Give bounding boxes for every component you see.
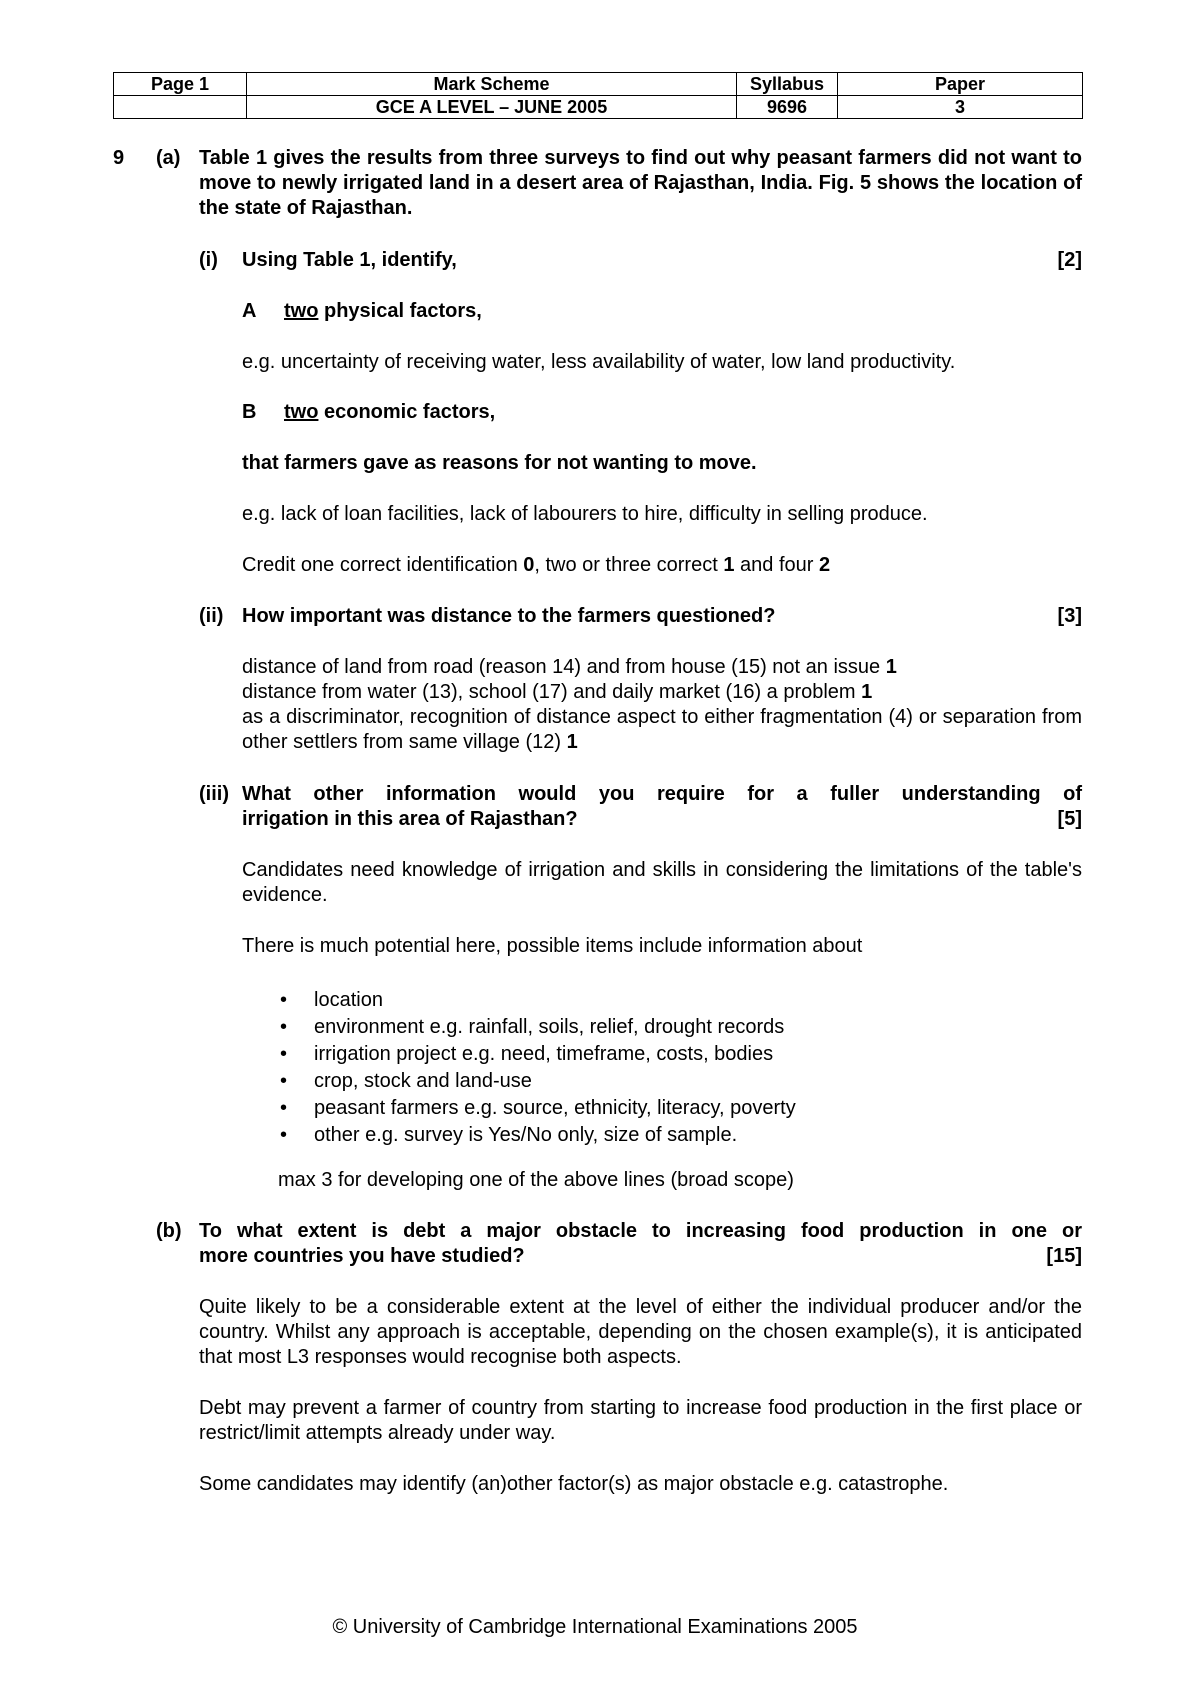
part-a-question: Table 1 gives the results from three surveys to find out why peasant farmers did not want to move to newly irrigated land in a desert area of Rajasthan, India. Fig. 5 shows the location of the state of Rajasthan.	[199, 147, 1082, 219]
list-item: • environment e.g. rainfall, soils, relief, drought records	[242, 1014, 1062, 1041]
list-item: • crop, stock and land-use	[242, 1068, 1062, 1095]
part-i-A-heading	[284, 299, 482, 324]
header-row	[114, 96, 1083, 119]
answer-text: distance of land from road (reason 14) and from house (15) not an issue	[242, 656, 886, 678]
part-i-A-letter: A	[242, 300, 257, 322]
part-b-question-line1: To what extent is debt a major obstacle to increasing food production in one or	[199, 1220, 1082, 1242]
credit-value: 1	[723, 554, 735, 576]
part-ii-label: (ii)	[199, 605, 224, 627]
part-i-label: (i)	[199, 249, 218, 271]
part-ii-question: How important was distance to the farmers questioned?	[242, 605, 776, 627]
part-ii-marks: [3]	[1057, 605, 1082, 627]
part-i-B-heading	[284, 400, 495, 425]
info-bullet-list	[242, 987, 1062, 1149]
heading-text: economic factors,	[318, 401, 496, 423]
part-iii-question-line2: irrigation in this area of Rajasthan?	[242, 808, 578, 830]
answer-text: distance from water (13), school (17) and daily market (16) a problem	[242, 681, 862, 703]
answer-mark: 1	[885, 656, 897, 678]
part-iii-para2: There is much potential here, possible items include information about	[242, 935, 863, 957]
part-i-credit	[242, 553, 830, 578]
credit-value: 0	[523, 554, 535, 576]
part-b-para1: Quite likely to be a considerable extent at the level of either the individual producer and/or the country. Whilst any approach is acceptable, depending on the chosen example(s), it is anticipated that most L3 responses would recognise both aspects.	[199, 1296, 1082, 1368]
part-i-question: Using Table 1, identify,	[242, 249, 457, 271]
part-b-question-line2: more countries you have studied?	[199, 1245, 525, 1267]
header-exam-title: GCE A LEVEL – JUNE 2005	[247, 96, 737, 119]
part-iii-max-note: max 3 for developing one of the above lines (broad scope)	[278, 1169, 794, 1191]
credit-text: , two or three correct	[534, 554, 724, 576]
part-i-B-letter: B	[242, 401, 257, 423]
part-b-para2: Debt may prevent a farmer of country from starting to increase food production in the first place or restrict/limit attempts already under way.	[199, 1397, 1082, 1444]
part-i-tail: that farmers gave as reasons for not wanting to move.	[242, 452, 757, 474]
list-item: • other e.g. survey is Yes/No only, size of sample.	[242, 1122, 1062, 1149]
part-b-marks: [15]	[1046, 1245, 1082, 1267]
credit-text: Credit one correct identification	[242, 554, 524, 576]
question-number: 9	[113, 147, 125, 169]
part-i-A-answer: e.g. uncertainty of receiving water, less availability of water, low land productivity.	[242, 351, 956, 373]
answer-mark: 1	[566, 731, 578, 753]
part-iii-label: (iii)	[199, 783, 229, 805]
header-page: Page 1	[114, 73, 247, 96]
part-iii-question-line1: What other information would you require for a fuller understanding of	[242, 783, 1082, 805]
part-i-B-answer: e.g. lack of loan facilities, lack of labourers to hire, difficulty in selling produce.	[242, 503, 928, 525]
credit-value: 2	[818, 554, 831, 576]
copyright-footer: © University of Cambridge International Examinations 2005	[332, 1616, 858, 1638]
emphasis-two: two	[284, 401, 319, 423]
answer-text: as a discriminator, recognition of distance aspect to either fragmentation (4) or separation from other settlers from same village (12)	[242, 706, 1082, 753]
list-item: • peasant farmers e.g. source, ethnicity, literacy, poverty	[242, 1095, 1062, 1122]
header-mark-scheme: Mark Scheme	[247, 73, 737, 96]
answer-mark: 1	[861, 681, 873, 703]
list-item: • irrigation project e.g. need, timeframe, costs, bodies	[242, 1041, 1062, 1068]
part-b-para3: Some candidates may identify (an)other factor(s) as major obstacle e.g. catastrophe.	[199, 1473, 949, 1495]
header-paper-number: 3	[838, 96, 1083, 119]
heading-text: physical factors,	[318, 300, 482, 322]
answer-line	[242, 705, 1082, 755]
answer-line	[242, 655, 1082, 680]
answer-line	[242, 680, 1082, 705]
part-iii-para1: Candidates need knowledge of irrigation and skills in considering the limitations of the table's evidence.	[242, 859, 1082, 906]
part-iii-marks: [5]	[1057, 808, 1082, 830]
part-a-label: (a)	[156, 147, 181, 169]
header-table	[113, 72, 1083, 119]
part-b-label: (b)	[156, 1220, 182, 1242]
header-syllabus: Syllabus	[737, 73, 838, 96]
credit-text: and four	[734, 554, 819, 576]
header-row	[114, 73, 1083, 96]
header-page-value	[114, 96, 247, 119]
header-syllabus-code: 9696	[737, 96, 838, 119]
emphasis-two: two	[284, 300, 319, 322]
header-paper: Paper	[838, 73, 1083, 96]
list-item: • location	[242, 987, 1062, 1014]
part-i-marks: [2]	[1057, 249, 1082, 271]
part-ii-answer	[242, 655, 1082, 755]
